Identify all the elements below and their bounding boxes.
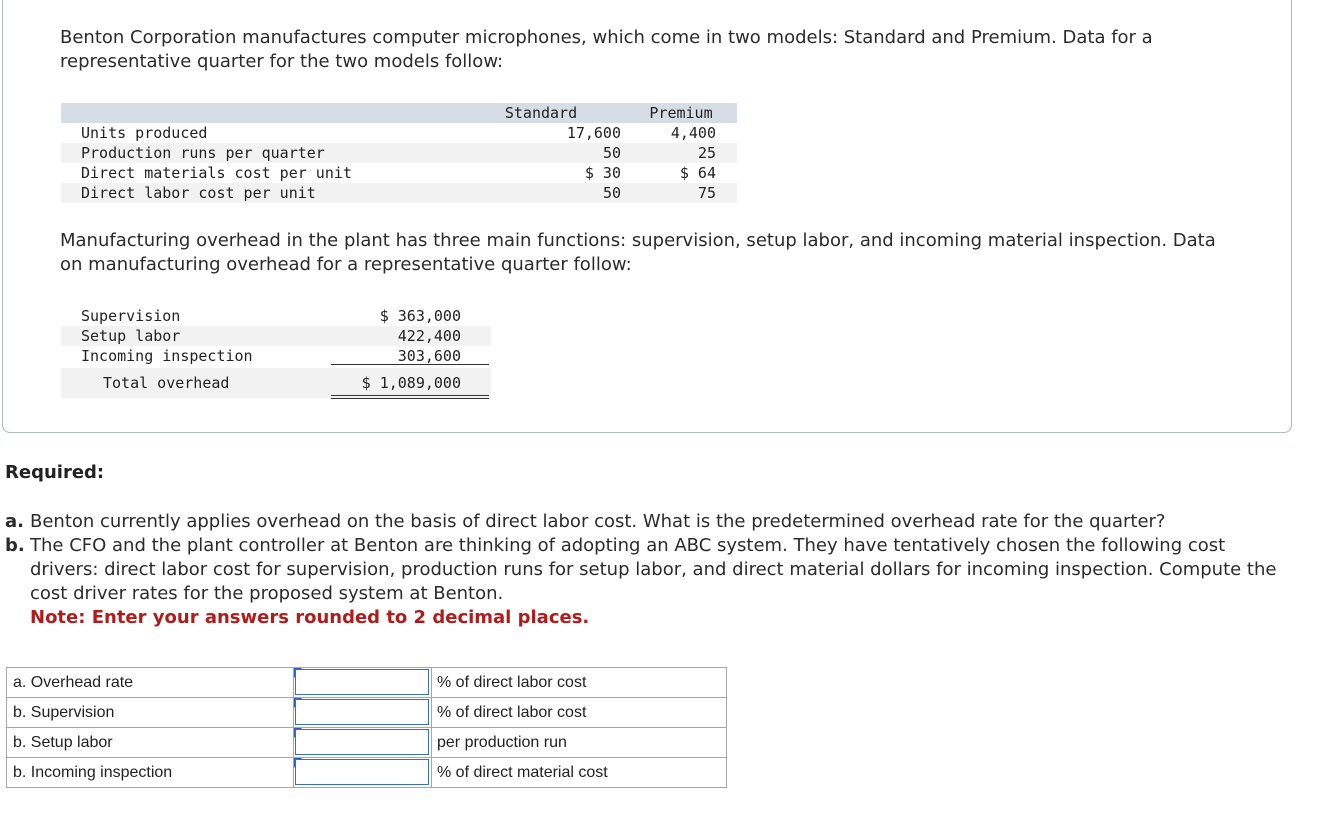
supervision-rate-input[interactable] bbox=[295, 699, 429, 725]
requirement-a bbox=[5, 510, 1295, 534]
table-row bbox=[61, 123, 737, 143]
table-row bbox=[61, 143, 737, 163]
models-table-header-row bbox=[61, 103, 737, 123]
required-heading: Required: bbox=[5, 462, 105, 483]
total-amount: $ 1,089,000 bbox=[361, 374, 461, 392]
table-row bbox=[7, 728, 727, 758]
table-row bbox=[7, 668, 727, 698]
answer-input-cell bbox=[294, 668, 432, 698]
requirement-b-text: The CFO and the plant controller at Benton are thinking of adopting an ABC system. They have tentatively chosen the following cost drivers: direct labor cost for supervision, production runs for setup labor, and direct material dollars for incoming inspection. Compute the cost driver rates for the proposed system at Benton. bbox=[30, 535, 1277, 604]
total-double-rule bbox=[331, 395, 489, 399]
incoming-inspection-rate-input[interactable] bbox=[295, 759, 429, 785]
amount-value: 422,400 bbox=[397, 327, 461, 345]
answer-label: b. Incoming inspection bbox=[7, 758, 294, 788]
standard-value: 17,600 bbox=[566, 124, 621, 142]
table-row bbox=[61, 346, 491, 366]
answer-input-cell bbox=[294, 758, 432, 788]
requirement-b bbox=[5, 534, 1295, 630]
standard-value: $ 30 bbox=[584, 164, 621, 182]
table-row bbox=[61, 163, 737, 183]
answer-label: b. Supervision bbox=[7, 698, 294, 728]
setup-labor-rate-input[interactable] bbox=[295, 729, 429, 755]
row-label: Setup labor bbox=[81, 327, 181, 345]
answer-unit: % of direct labor cost bbox=[432, 698, 727, 728]
premium-value: 4,400 bbox=[670, 124, 716, 142]
row-label: Direct labor cost per unit bbox=[81, 184, 316, 202]
standard-value: 50 bbox=[602, 144, 621, 162]
amount-value: 303,600 bbox=[397, 347, 461, 365]
subtotal-rule bbox=[331, 364, 489, 365]
table-row bbox=[61, 306, 491, 326]
requirement-a-text: Benton currently applies overhead on the basis of direct labor cost. What is the predetermined overhead rate for the quarter? bbox=[30, 511, 1166, 532]
amount-value: $ 363,000 bbox=[379, 307, 461, 325]
row-label: Units produced bbox=[81, 124, 208, 142]
total-row bbox=[61, 368, 491, 398]
row-label: Production runs per quarter bbox=[81, 144, 325, 162]
intro-text: Benton Corporation manufactures computer microphones, which come in two models: Standard and Premium. Data for a representative quarter for the two models follow: bbox=[60, 27, 1153, 72]
total-label: Total overhead bbox=[103, 374, 230, 392]
answer-label: a. Overhead rate bbox=[7, 668, 294, 698]
required-list bbox=[5, 510, 1295, 630]
answer-unit: per production run bbox=[432, 728, 727, 758]
table-row bbox=[61, 183, 737, 203]
table-row bbox=[61, 326, 491, 346]
requirement-b-label: b. bbox=[5, 535, 25, 556]
table-row bbox=[7, 758, 727, 788]
premium-value: 75 bbox=[697, 184, 716, 202]
answer-unit: % of direct labor cost bbox=[432, 668, 727, 698]
overhead-rate-input[interactable] bbox=[295, 669, 429, 695]
answer-input-cell bbox=[294, 728, 432, 758]
answer-unit: % of direct material cost bbox=[432, 758, 727, 788]
requirement-a-label: a. bbox=[5, 511, 24, 532]
row-label: Incoming inspection bbox=[81, 347, 253, 365]
standard-value: 50 bbox=[602, 184, 621, 202]
table-row bbox=[7, 698, 727, 728]
overhead-intro-text: Manufacturing overhead in the plant has three main functions: supervision, setup labor, and incoming material inspection. Data on manufacturing overhead for a representative quarter follow: bbox=[60, 230, 1216, 275]
rounding-note: Note: Enter your answers rounded to 2 decimal places. bbox=[30, 607, 590, 628]
answer-input-cell bbox=[294, 698, 432, 728]
header-premium: Premium bbox=[649, 104, 713, 122]
answer-label: b. Setup labor bbox=[7, 728, 294, 758]
row-label: Supervision bbox=[81, 307, 181, 325]
row-label: Direct materials cost per unit bbox=[81, 164, 352, 182]
answer-table bbox=[6, 667, 727, 788]
header-standard: Standard bbox=[504, 104, 578, 122]
premium-value: 25 bbox=[697, 144, 716, 162]
premium-value: $ 64 bbox=[679, 164, 716, 182]
